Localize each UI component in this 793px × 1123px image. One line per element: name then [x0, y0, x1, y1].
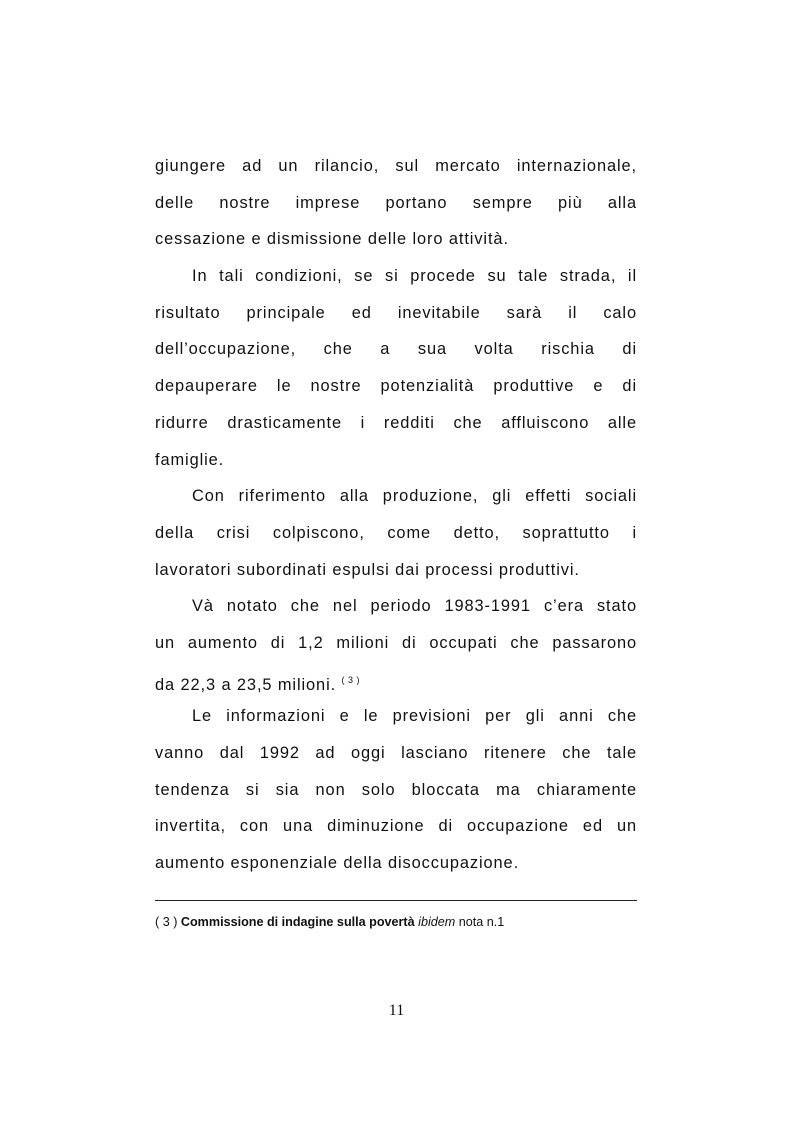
text-line: famiglie. — [155, 450, 225, 469]
text-line: ridurre drasticamente i redditi che affluiscono alle — [155, 413, 637, 432]
text-line: delle nostre imprese portano sempre più alla — [155, 193, 637, 212]
footnote-marker: ( 3 ) — [155, 915, 178, 929]
text-line: dell’occupazione, che a sua volta rischia di — [155, 340, 637, 359]
text-line: depauperare le nostre potenzialità produttive e di — [155, 377, 637, 396]
text-line: In tali condizioni, se si procede su tale strada, il — [192, 267, 637, 286]
footnote-note-ref: nota n.1 — [458, 915, 505, 929]
text-line: tendenza si sia non solo bloccata ma chiaramente — [155, 780, 637, 799]
text-line: invertita, con una diminuzione di occupazione ed un — [155, 817, 637, 836]
footnote-reference: ( 3 ) — [341, 674, 361, 685]
footnote-divider — [155, 900, 637, 901]
text-line: un aumento di 1,2 milioni di occupati che passarono — [155, 633, 637, 652]
text-line: cessazione e dismissione delle loro attività. — [155, 230, 509, 249]
body-text — [155, 148, 637, 882]
text-line: Le informazioni e le previsioni per gli anni che — [192, 707, 637, 726]
page-number: 11 — [388, 1002, 405, 1019]
footnote — [155, 913, 637, 931]
text-line: giungere ad un rilancio, sul mercato internazionale, — [155, 157, 637, 175]
text-line: lavoratori subordinati espulsi dai processi produttivi. — [155, 560, 580, 579]
text-line: aumento esponenziale della disoccupazione. — [155, 854, 520, 873]
text-line: risultato principale ed inevitabile sarà il calo — [155, 303, 637, 322]
text-line: Con riferimento alla produzione, gli effetti sociali — [192, 487, 637, 506]
text-line-content: da 22,3 a 23,5 milioni. — [155, 675, 337, 694]
text-line: della crisi colpiscono, come detto, soprattutto i — [155, 523, 637, 542]
text-line: vanno dal 1992 ad oggi lasciano ritenere che tale — [155, 744, 637, 762]
footnote-ibidem: ibidem — [418, 915, 456, 929]
text-line — [155, 662, 637, 699]
footnote-source-title: Commissione di indagine sulla povertà — [180, 915, 415, 929]
text-line: Và notato che nel periodo 1983-1991 c’era stato — [192, 597, 637, 616]
